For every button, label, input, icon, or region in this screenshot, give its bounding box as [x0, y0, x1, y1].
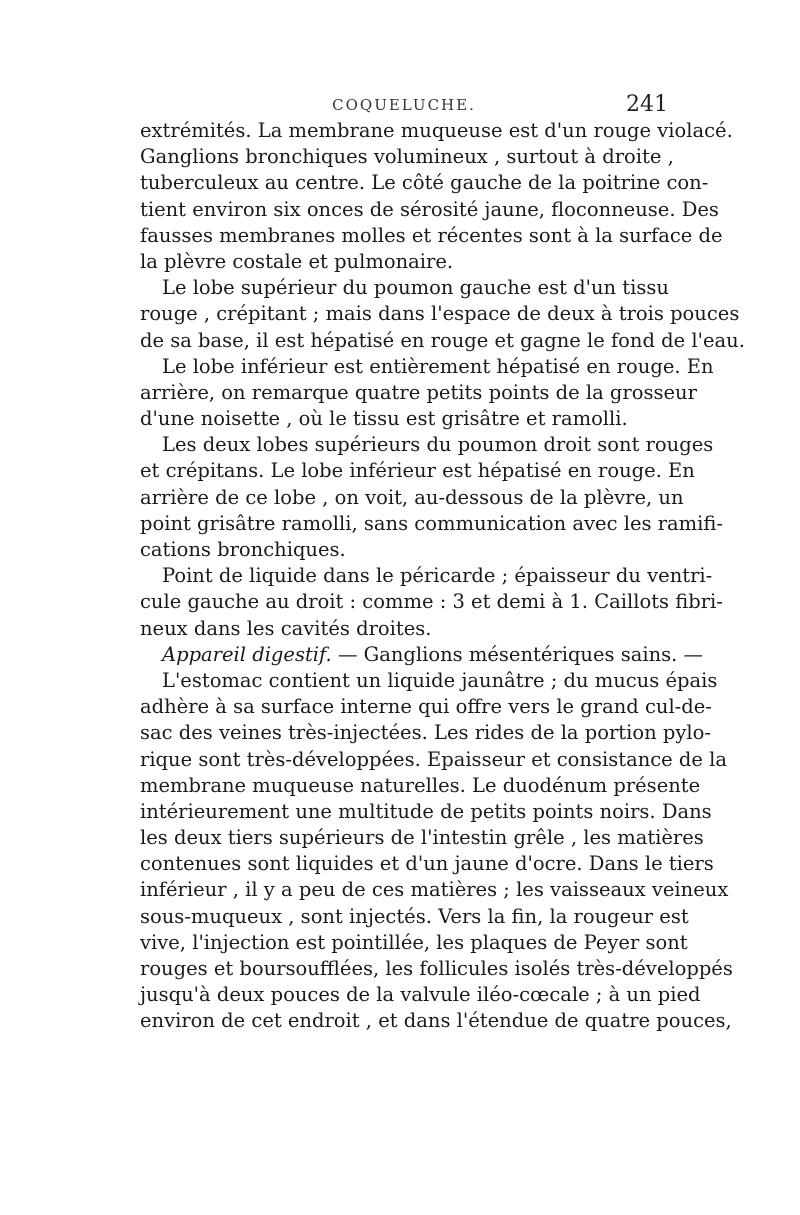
- running-title: COQUELUCHE.: [332, 96, 476, 114]
- text-line: sous-muqueux , sont injectés. Vers la fin, la rougeur est: [140, 904, 689, 928]
- text-line: [140, 642, 704, 668]
- text-line: point grisâtre ramolli, sans communication avec les ramifi-: [140, 511, 723, 535]
- text-line: et crépitans. Le lobe inférieur est hépatisé en rouge. En: [140, 459, 695, 483]
- text-line: vive, l'injection est pointillée, les plaques de Peyer sont: [140, 930, 688, 954]
- text-line: de sa base, il est hépatisé en rouge et gagne le fond de l'eau.: [140, 328, 745, 352]
- text-line: arrière de ce lobe , on voit, au-dessous de la plèvre, un: [140, 485, 684, 509]
- section-heading: Appareil digestif.: [162, 642, 332, 666]
- text-line: Point de liquide dans le péricarde ; épaisseur du ventri-: [162, 564, 713, 588]
- page-number: 241: [626, 92, 668, 117]
- text-line: les deux tiers supérieurs de l'intestin grêle , les matières: [140, 826, 704, 850]
- text-line: environ de cet endroit , et dans l'étendue de quatre pouces,: [140, 1009, 732, 1033]
- text-line: Le lobe supérieur du poumon gauche est d'un tissu: [162, 276, 669, 300]
- text-line: sac des veines très-injectées. Les rides de la portion pylo-: [140, 721, 711, 745]
- text-line: Les deux lobes supérieurs du poumon droit sont rouges: [162, 433, 714, 457]
- text-line: tient environ six onces de sérosité jaune, floconneuse. Des: [140, 197, 719, 221]
- text-line: extrémités. La membrane muqueuse est d'un rouge violacé.: [140, 119, 733, 142]
- text-line: membrane muqueuse naturelles. Le duodénum présente: [140, 773, 701, 797]
- text-line: Ganglions bronchiques volumineux , surtout à droite ,: [140, 145, 674, 169]
- text-line: adhère à sa surface interne qui offre vers le grand cul-de-: [140, 695, 712, 719]
- text-line: rouges et boursoufflées, les follicules isolés très-développés: [140, 957, 733, 980]
- text-line: Le lobe inférieur est entièrement hépatisé en rouge. En: [162, 354, 714, 378]
- text-line: cations bronchiques.: [140, 538, 346, 561]
- line-text: — Ganglions mésentériques sains. —: [331, 642, 704, 666]
- text-line: d'une noisette , où le tissu est grisâtre et ramolli.: [140, 407, 628, 431]
- text-line: contenues sont liquides et d'un jaune d'ocre. Dans le tiers: [140, 852, 714, 876]
- text-line: L'estomac contient un liquide jaunâtre ; du mucus épais: [162, 668, 718, 692]
- text-line: neux dans les cavités droites.: [140, 616, 432, 640]
- text-line: tuberculeux au centre. Le côté gauche de la poitrine con-: [140, 171, 709, 195]
- body-text: [140, 118, 745, 1035]
- text-line: rouge , crépitant ; mais dans l'espace de deux à trois pouces: [140, 302, 740, 326]
- text-line: jusqu'à deux pouces de la valvule iléo-cœcale ; à un pied: [140, 983, 701, 1007]
- text-line: inférieur , il y a peu de ces matières ; les vaisseaux veineux: [140, 878, 729, 902]
- text-line: arrière, on remarque quatre petits points de la grosseur: [140, 380, 697, 404]
- text-line: la plèvre costale et pulmonaire.: [140, 249, 454, 273]
- text-line: cule gauche au droit : comme : 3 et demi à 1. Caillots fibri-: [140, 590, 723, 614]
- text-line: fausses membranes molles et récentes sont à la surface de: [140, 223, 723, 247]
- text-line: rique sont très-développées. Epaisseur et consistance de la: [140, 747, 727, 771]
- text-line: intérieurement une multitude de petits points noirs. Dans: [140, 799, 712, 823]
